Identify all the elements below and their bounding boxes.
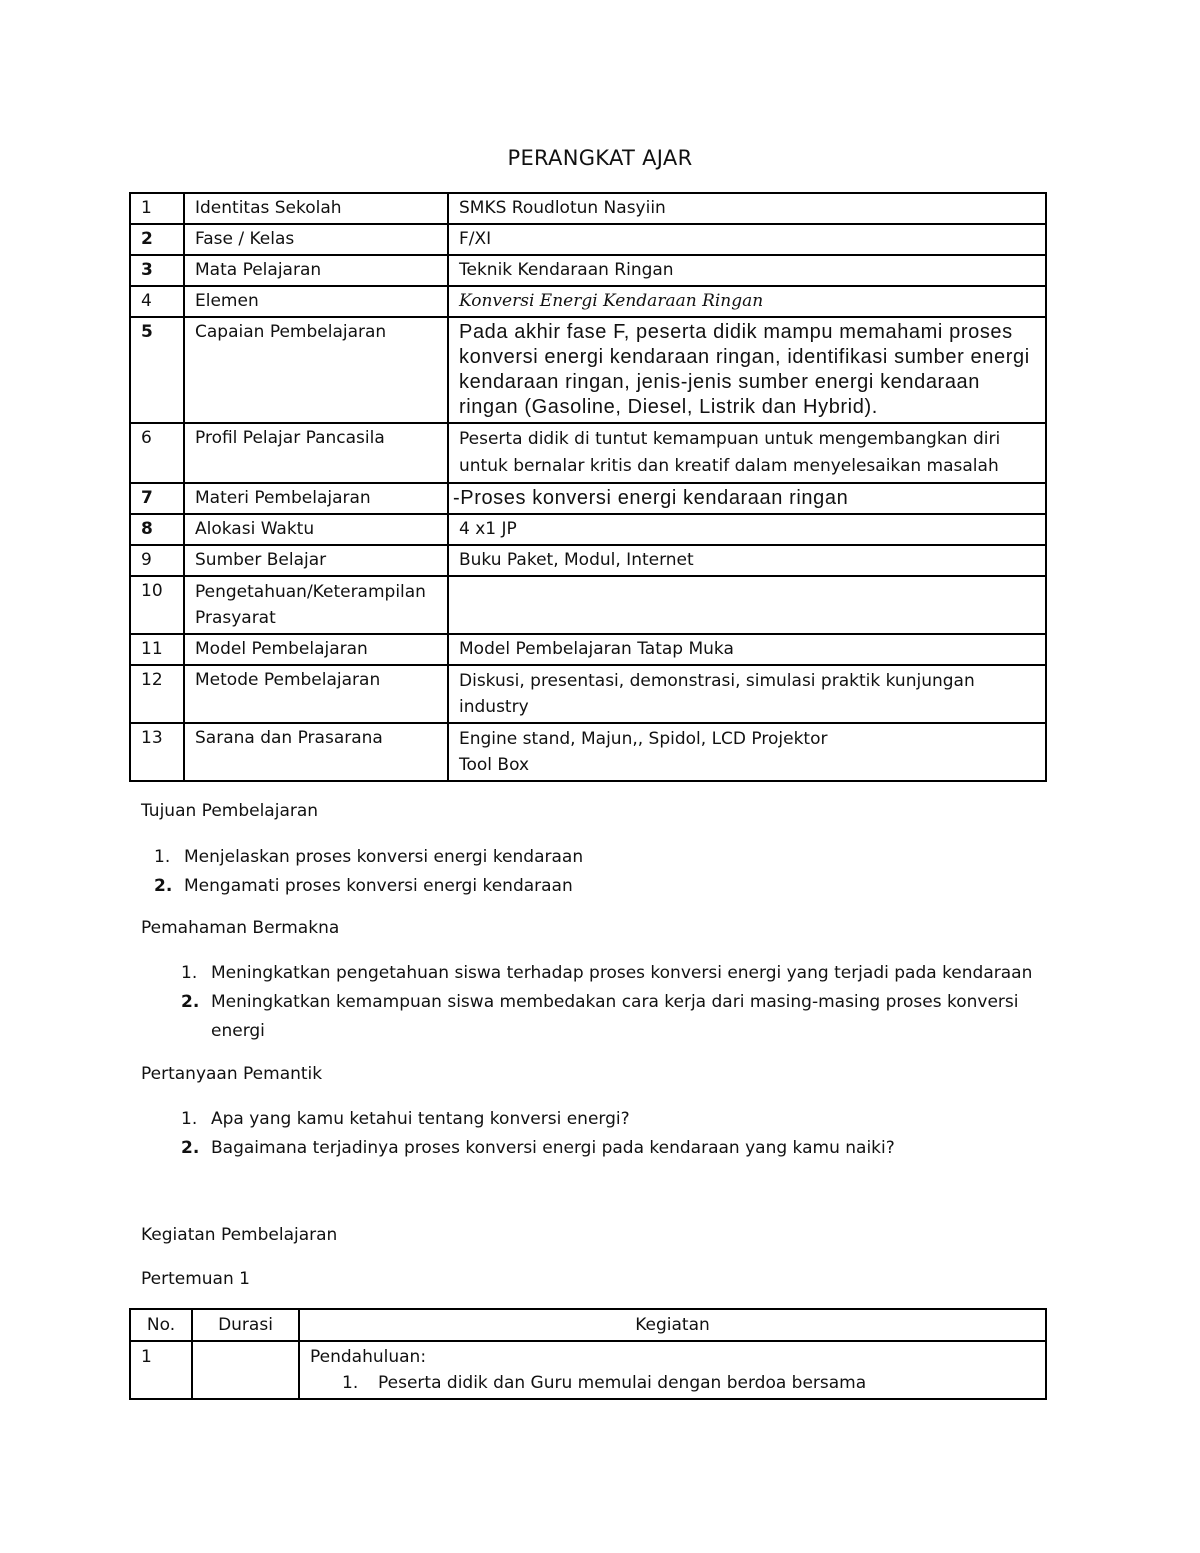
list-number: 2. xyxy=(181,992,200,1012)
list-item xyxy=(181,988,1041,1046)
row-label: Capaian Pembelajaran xyxy=(184,317,448,423)
list-item xyxy=(154,843,584,872)
row-number: 10 xyxy=(130,576,184,634)
cell-no: 1 xyxy=(130,1341,192,1399)
row-number: 2 xyxy=(130,224,184,255)
row-number: 3 xyxy=(130,255,184,286)
row-value: 4 x1 JP xyxy=(448,514,1046,545)
list-number: 1. xyxy=(154,847,171,867)
table-row xyxy=(130,665,1046,723)
row-value-line: Engine stand, Majun,, Spidol, LCD Projektor xyxy=(459,729,828,749)
row-number: 12 xyxy=(130,665,184,723)
list-item xyxy=(310,1370,1035,1396)
table-row xyxy=(130,723,1046,781)
row-number: 7 xyxy=(130,483,184,514)
tujuan-heading: Tujuan Pembelajaran xyxy=(141,801,319,821)
row-value: SMKS Roudlotun Nasyiin xyxy=(448,193,1046,224)
row-label: Alokasi Waktu xyxy=(184,514,448,545)
row-value xyxy=(448,723,1046,781)
list-text: Meningkatkan pengetahuan siswa terhadap proses konversi energi yang terjadi pada kendaraan xyxy=(211,963,1033,983)
table-row xyxy=(130,1341,1046,1399)
row-label: Materi Pembelajaran xyxy=(184,483,448,514)
pertemuan-label: Pertemuan 1 xyxy=(141,1269,250,1289)
pemahaman-list xyxy=(181,959,1041,1046)
pertanyaan-list xyxy=(181,1105,895,1163)
table-row xyxy=(130,483,1046,514)
list-item xyxy=(181,1134,895,1163)
list-number: 2. xyxy=(154,876,173,896)
row-label: Fase / Kelas xyxy=(184,224,448,255)
page-title: PERANGKAT AJAR xyxy=(507,146,693,170)
table-row xyxy=(130,545,1046,576)
table-row xyxy=(130,193,1046,224)
list-item xyxy=(181,1105,895,1134)
table-row xyxy=(130,423,1046,483)
list-item xyxy=(154,872,583,901)
list-number: 1. xyxy=(181,1109,198,1129)
row-value xyxy=(448,576,1046,634)
list-number: 1. xyxy=(342,1373,359,1393)
row-value: Teknik Kendaraan Ringan xyxy=(448,255,1046,286)
list-text: Bagaimana terjadinya proses konversi energi pada kendaraan yang kamu naiki? xyxy=(211,1138,895,1158)
kegiatan-heading-text: Pendahuluan: xyxy=(310,1347,427,1367)
row-number: 1 xyxy=(130,193,184,224)
row-label: Pengetahuan/Keterampilan Prasyarat xyxy=(184,576,448,634)
tujuan-list xyxy=(154,843,584,901)
cell-kegiatan xyxy=(299,1341,1046,1399)
column-header-kegiatan: Kegiatan xyxy=(299,1309,1046,1341)
row-value: Buku Paket, Modul, Internet xyxy=(448,545,1046,576)
list-item xyxy=(181,959,1041,988)
pemahaman-heading: Pemahaman Bermakna xyxy=(141,918,340,938)
row-label: Model Pembelajaran xyxy=(184,634,448,665)
row-label: Sumber Belajar xyxy=(184,545,448,576)
info-table xyxy=(129,192,1047,782)
row-value: Peserta didik di tuntut kemampuan untuk mengembangkan diri untuk bernalar kritis dan kreatif dalam menyelesaikan masalah xyxy=(448,423,1046,483)
list-text: Mengamati proses konversi energi kendaraan xyxy=(184,876,573,896)
activity-table xyxy=(129,1308,1047,1400)
cell-durasi xyxy=(192,1341,299,1399)
column-header-no: No. xyxy=(130,1309,192,1341)
row-label: Elemen xyxy=(184,286,448,317)
row-value-line: Tool Box xyxy=(459,755,530,775)
row-number: 8 xyxy=(130,514,184,545)
table-header-row xyxy=(130,1309,1046,1341)
pertanyaan-heading: Pertanyaan Pemantik xyxy=(141,1064,323,1084)
list-text: Menjelaskan proses konversi energi kendaraan xyxy=(184,847,584,867)
row-number: 9 xyxy=(130,545,184,576)
row-label: Mata Pelajaran xyxy=(184,255,448,286)
row-value: Diskusi, presentasi, demonstrasi, simulasi praktik kunjungan industry xyxy=(448,665,1046,723)
column-header-durasi: Durasi xyxy=(192,1309,299,1341)
list-number: 2. xyxy=(181,1138,200,1158)
row-value: -Proses konversi energi kendaraan ringan xyxy=(448,483,1046,514)
row-number: 5 xyxy=(130,317,184,423)
table-row xyxy=(130,634,1046,665)
table-row xyxy=(130,224,1046,255)
list-text: Meningkatkan kemampuan siswa membedakan cara kerja dari masing-masing proses konversi energi xyxy=(211,992,1019,1041)
row-number: 4 xyxy=(130,286,184,317)
table-row xyxy=(130,576,1046,634)
row-value: F/XI xyxy=(448,224,1046,255)
row-label: Metode Pembelajaran xyxy=(184,665,448,723)
row-label: Identitas Sekolah xyxy=(184,193,448,224)
list-text: Apa yang kamu ketahui tentang konversi energi? xyxy=(211,1109,630,1129)
row-value: Model Pembelajaran Tatap Muka xyxy=(448,634,1046,665)
table-row xyxy=(130,255,1046,286)
row-value: Pada akhir fase F, peserta didik mampu memahami proses konversi energi kendaraan ringan, identifikasi sumber energi kendaraan ringan, jenis-jenis sumber energi kendaraan ringan (Gasoline, Diesel, Listrik dan Hybrid). xyxy=(448,317,1046,423)
row-value: Konversi Energi Kendaraan Ringan xyxy=(448,286,1046,317)
row-number: 6 xyxy=(130,423,184,483)
table-row xyxy=(130,514,1046,545)
table-row xyxy=(130,317,1046,423)
row-label: Profil Pelajar Pancasila xyxy=(184,423,448,483)
row-number: 13 xyxy=(130,723,184,781)
list-number: 1. xyxy=(181,963,198,983)
kegiatan-heading: Kegiatan Pembelajaran xyxy=(141,1225,338,1245)
table-row xyxy=(130,286,1046,317)
list-text: Peserta didik dan Guru memulai dengan berdoa bersama xyxy=(378,1373,867,1393)
row-number: 11 xyxy=(130,634,184,665)
row-label: Sarana dan Prasarana xyxy=(184,723,448,781)
